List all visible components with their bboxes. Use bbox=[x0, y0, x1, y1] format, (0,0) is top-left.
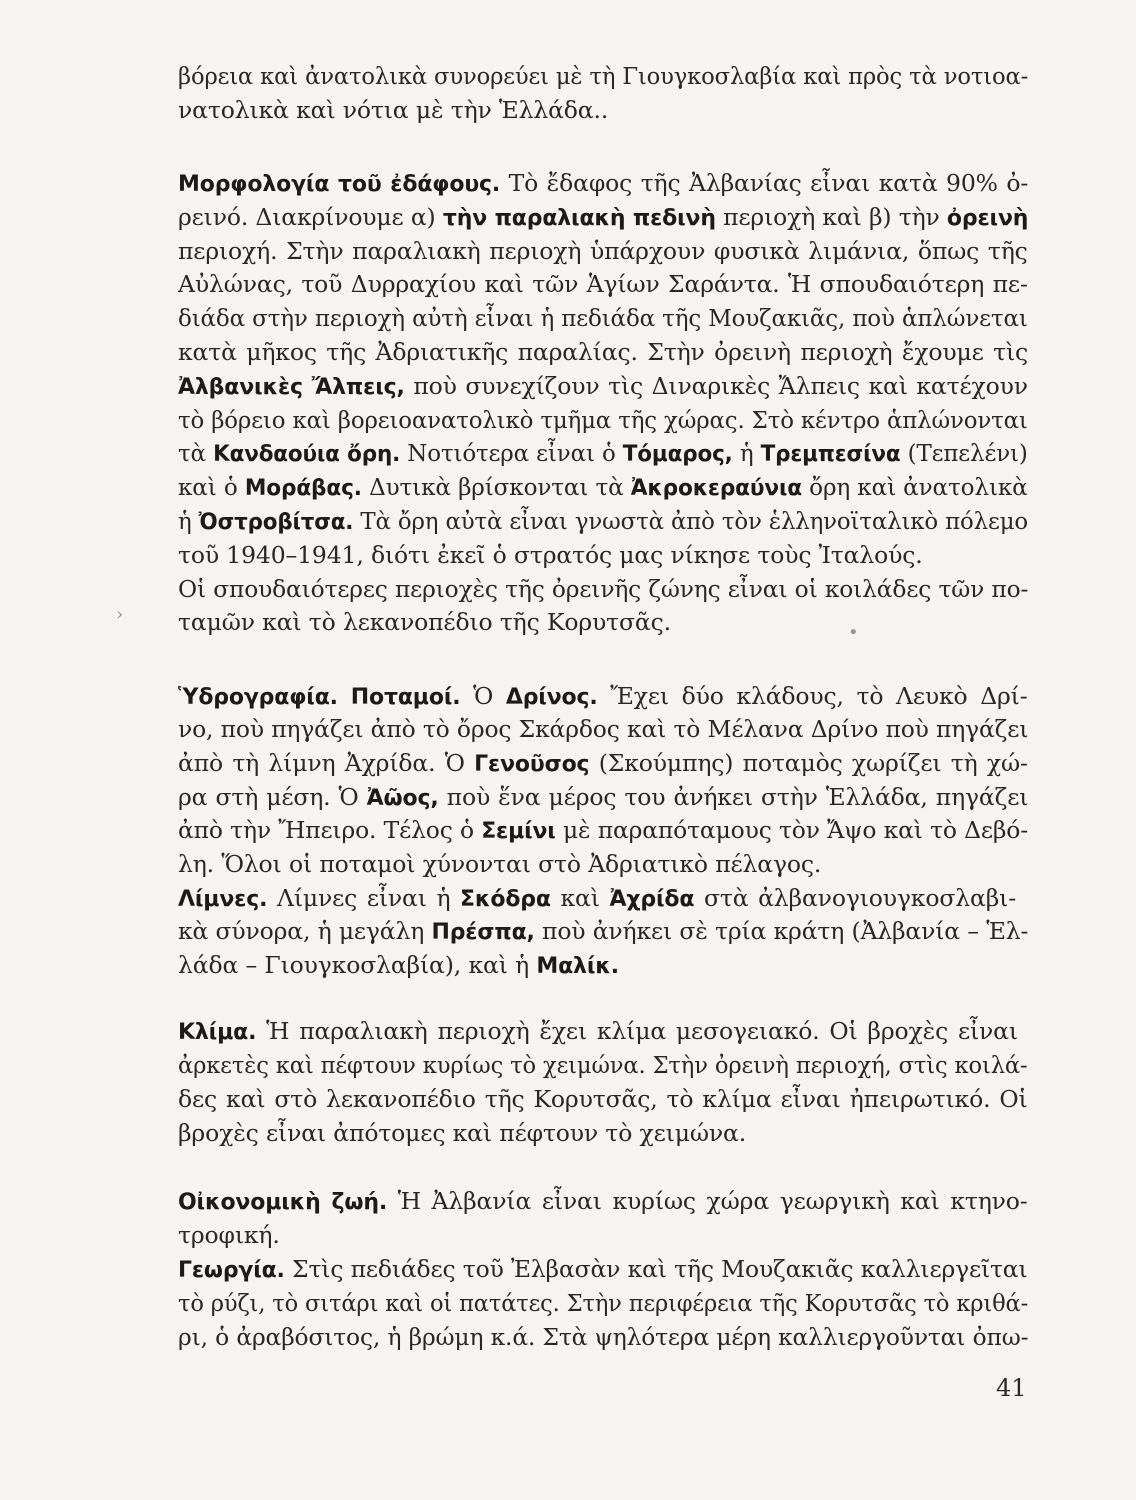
section-heading-agriculture bbox=[178, 1251, 1028, 1287]
text-run: Ὁ bbox=[460, 682, 506, 710]
bold-term: Ἀλβανικὲς Ἄλπεις, bbox=[178, 375, 405, 400]
text-run: περιοχή. Στὴν παραλιακὴ περιοχὴ ὑπάρχουν φυσικὰ λιμάνια, ὅπως τῆς bbox=[178, 237, 1028, 265]
text-run: ποὺ ἀνήκει σὲ τρία κράτη (Ἀλβανία – Ἑλ- bbox=[534, 917, 1029, 945]
text-run: ρα στὴ μέση. Ὁ bbox=[178, 783, 367, 811]
text-line bbox=[178, 334, 1028, 370]
text-run: κὰ σύνορα, ἡ μεγάλη bbox=[178, 917, 432, 945]
text-run: ἀπὸ τὴν Ἤπειρο. Τέλος ὁ bbox=[178, 816, 482, 844]
text-run: στὰ ἀλβανογιουγκοσλαβι- bbox=[694, 884, 1016, 912]
text-line bbox=[178, 266, 1028, 302]
text-run: τὸ ρύζι, τὸ σιτάρι καὶ οἱ πατάτες. Στὴν περιφέρεια τῆς Κορυτσᾶς τὸ κριθά- bbox=[178, 1289, 1029, 1317]
text-line bbox=[178, 1115, 746, 1151]
bold-term: Μορφολογία τοῦ ἐδάφους. bbox=[178, 172, 501, 197]
page-number: 41 bbox=[996, 1374, 1027, 1402]
text-run: Στὶς πεδιάδες τοῦ Ἐλβασὰν καὶ τῆς Μουζακιᾶς καλλιεργεῖται bbox=[284, 1255, 1028, 1283]
text-line bbox=[178, 812, 1028, 848]
text-run: μὲ παραπόταμους τὸν Ἄψο καὶ τὸ Δεβό- bbox=[555, 816, 1028, 844]
bold-term: Κλίμα. bbox=[178, 1020, 257, 1045]
text-run: κατὰ μῆκος τῆς Ἀδριατικῆς παραλίας. Στὴν ὀρεινὴ περιοχὴ ἔχουμε τὶς bbox=[178, 338, 1029, 366]
text-line bbox=[178, 779, 1028, 815]
text-run: ἡ bbox=[732, 439, 761, 467]
text-line bbox=[178, 92, 608, 128]
text-line bbox=[178, 711, 1028, 747]
margin-mark: › bbox=[116, 604, 124, 625]
text-line bbox=[178, 1319, 1028, 1355]
text-line bbox=[178, 58, 1028, 94]
text-line bbox=[178, 913, 1028, 949]
bold-term: Σκόδρα bbox=[460, 887, 551, 912]
text-run: τροφική. bbox=[178, 1221, 280, 1249]
bold-term: Τρεμπεσίνα bbox=[760, 442, 901, 467]
bold-term: Ἀκροκεραύνια bbox=[630, 476, 802, 501]
bold-term: Μαλίκ. bbox=[536, 954, 619, 979]
text-run: τοῦ 1940–1941, διότι ἐκεῖ ὁ στρατός μας νίκησε τοὺς Ἰταλούς. bbox=[178, 541, 923, 569]
bold-term: ὀρεινὴ bbox=[946, 206, 1029, 231]
text-line bbox=[178, 571, 1028, 607]
bold-term: Δρίνος. bbox=[505, 685, 598, 710]
text-line bbox=[178, 604, 671, 640]
text-run: Τὸ ἔδαφος τῆς Ἀλβανίας εἶναι κατὰ 90% ὀ- bbox=[500, 169, 1029, 197]
text-run: Δυτικὰ βρίσκονται τὰ bbox=[361, 473, 631, 501]
bold-term: Πρέσπα, bbox=[431, 920, 535, 945]
bold-term: Κανδαούια ὄρη. bbox=[213, 442, 401, 467]
text-run: Λίμνες εἶναι ἡ bbox=[267, 884, 461, 912]
text-line bbox=[178, 745, 1028, 781]
bold-term: Ἀχρίδα bbox=[609, 887, 695, 912]
text-run: καὶ bbox=[550, 884, 610, 912]
text-run: διάδα στὴν περιοχὴ αὐτὴ εἶναι ἡ πεδιάδα τῆς Μουζακιᾶς, ποὺ ἁπλώνεται bbox=[178, 304, 1028, 332]
bold-term: Ὀστροβίτσα. bbox=[198, 510, 354, 535]
section-heading-morphology bbox=[178, 165, 1028, 201]
section-heading-hydrography bbox=[178, 678, 1028, 714]
text-line bbox=[178, 469, 1028, 505]
text-run: περιοχὴ καὶ β) τὴν bbox=[715, 203, 947, 231]
text-run: βόρεια καὶ ἀνατολικὰ συνορεύει μὲ τὴ Γιουγκοσλαβία καὶ πρὸς τὰ νοτιοα- bbox=[178, 62, 1029, 90]
text-run: τὰ bbox=[178, 439, 214, 467]
text-run: λη. Ὅλοι οἱ ποταμοὶ χύνονται στὸ Ἀδριατικὸ πέλαγος. bbox=[178, 850, 822, 878]
text-line bbox=[178, 199, 1028, 235]
text-line bbox=[178, 846, 821, 882]
text-line bbox=[178, 1285, 1028, 1321]
bold-term: Σεμίνι bbox=[481, 819, 556, 844]
text-run: ἡ bbox=[178, 507, 199, 535]
text-line bbox=[178, 1047, 1028, 1083]
text-run: ποὺ ἕνα μέρος του ἀνήκει στὴν Ἑλλάδα, πηγάζει bbox=[438, 783, 1029, 811]
text-run: ὄρη καὶ ἀνατολικὰ bbox=[801, 473, 1028, 501]
bold-term: Ἀῶος, bbox=[366, 786, 439, 811]
text-run: ἀρκετὲς καὶ πέφτουν κυρίως τὸ χειμώνα. Στὴν ὀρεινὴ περιοχή, στὶς κοιλά- bbox=[178, 1051, 1028, 1079]
text-line bbox=[178, 1081, 1028, 1117]
text-run: λάδα – Γιουγκοσλαβία), καὶ ἡ bbox=[178, 951, 537, 979]
text-line bbox=[178, 300, 1028, 336]
text-run: νο, ποὺ πηγάζει ἀπὸ τὸ ὄρος Σκάρδος καὶ τὸ Μέλανα Δρίνο ποὺ πηγάζει bbox=[178, 715, 1029, 743]
bold-term: Γενοῦσος bbox=[474, 752, 590, 777]
text-run: τὸ βόρειο καὶ βορειοανατολικὸ τμῆμα τῆς χώρας. Στὸ κέντρο ἁπλώνονται bbox=[178, 406, 1028, 434]
section-heading-economy bbox=[178, 1183, 1028, 1219]
text-run: καὶ ὁ bbox=[178, 473, 245, 501]
bold-term: Ὑδρογραφία. Ποταμοί. bbox=[178, 685, 461, 710]
text-run: Ἡ Ἀλβανία εἶναι κυρίως χώρα γεωργικὴ καὶ κτηνο- bbox=[387, 1187, 1028, 1215]
text-run: ποὺ συνεχίζουν τὶς Διναρικὲς Ἄλπεις καὶ κατέχουν bbox=[404, 372, 1028, 400]
bold-term: Γεωργία. bbox=[178, 1258, 285, 1283]
text-run: νατολικὰ καὶ νότια μὲ τὴν Ἑλλάδα.. bbox=[178, 96, 609, 124]
text-line bbox=[178, 503, 1028, 539]
bold-term: Λίμνες. bbox=[178, 887, 268, 912]
text-run: βροχὲς εἶναι ἀπότομες καὶ πέφτουν τὸ χειμώνα. bbox=[178, 1119, 747, 1147]
section-heading-climate bbox=[178, 1013, 1018, 1049]
text-run: Ἔχει δύο κλάδους, τὸ Λευκὸ Δρί- bbox=[597, 682, 1028, 710]
ink-speck: • bbox=[848, 622, 859, 643]
text-line bbox=[178, 402, 1028, 438]
bold-term: τὴν παραλιακὴ πεδινὴ bbox=[442, 206, 716, 231]
text-line bbox=[178, 537, 923, 573]
text-line bbox=[178, 880, 1016, 916]
text-run: ταμῶν καὶ τὸ λεκανοπέδιο τῆς Κορυτσᾶς. bbox=[178, 608, 671, 636]
text-line bbox=[178, 233, 1028, 269]
text-run: Τὰ ὄρη αὐτὰ εἶναι γνωστὰ ἀπὸ τὸν ἑλληνοϊταλικὸ πόλεμο bbox=[353, 507, 1029, 535]
bold-term: Τόμαρος, bbox=[622, 442, 733, 467]
text-run: ρεινό. Διακρίνουμε α) bbox=[178, 203, 443, 231]
text-line bbox=[178, 947, 619, 983]
bold-term: Μοράβας. bbox=[244, 476, 362, 501]
text-run: Νοτιότερα εἶναι ὁ bbox=[400, 439, 623, 467]
text-line bbox=[178, 1217, 280, 1253]
text-run: (Τεπελένι) bbox=[900, 439, 1028, 467]
text-line bbox=[178, 435, 1028, 471]
text-run: (Σκούμπης) ποταμὸς χωρίζει τὴ χώ- bbox=[589, 749, 1028, 777]
bold-term: Οἰκονομικὴ ζωή. bbox=[178, 1190, 388, 1215]
text-run: Αὐλώνας, τοῦ Δυρραχίου καὶ τῶν Ἁγίων Σαράντα. Ἡ σπουδαιότερη πε- bbox=[178, 270, 1028, 298]
text-run: Οἱ σπουδαιότερες περιοχὲς τῆς ὀρεινῆς ζώνης εἶναι οἱ κοιλάδες τῶν πο- bbox=[178, 575, 1029, 603]
text-run: δες καὶ στὸ λεκανοπέδιο τῆς Κορυτσᾶς, τὸ κλίμα εἶναι ἠπειρωτικό. Οἱ bbox=[178, 1085, 1028, 1113]
text-run: ρι, ὁ ἀραβόσιτος, ἡ βρώμη κ.ά. Στὰ ψηλότερα μέρη καλλιεργοῦνται ὀπω- bbox=[178, 1323, 1029, 1351]
text-line bbox=[178, 368, 1028, 404]
text-run: Ἡ παραλιακὴ περιοχὴ ἔχει κλίμα μεσογειακό. Οἱ βροχὲς εἶναι bbox=[256, 1017, 1018, 1045]
text-run: ἀπὸ τὴ λίμνη Ἀχρίδα. Ὁ bbox=[178, 749, 475, 777]
